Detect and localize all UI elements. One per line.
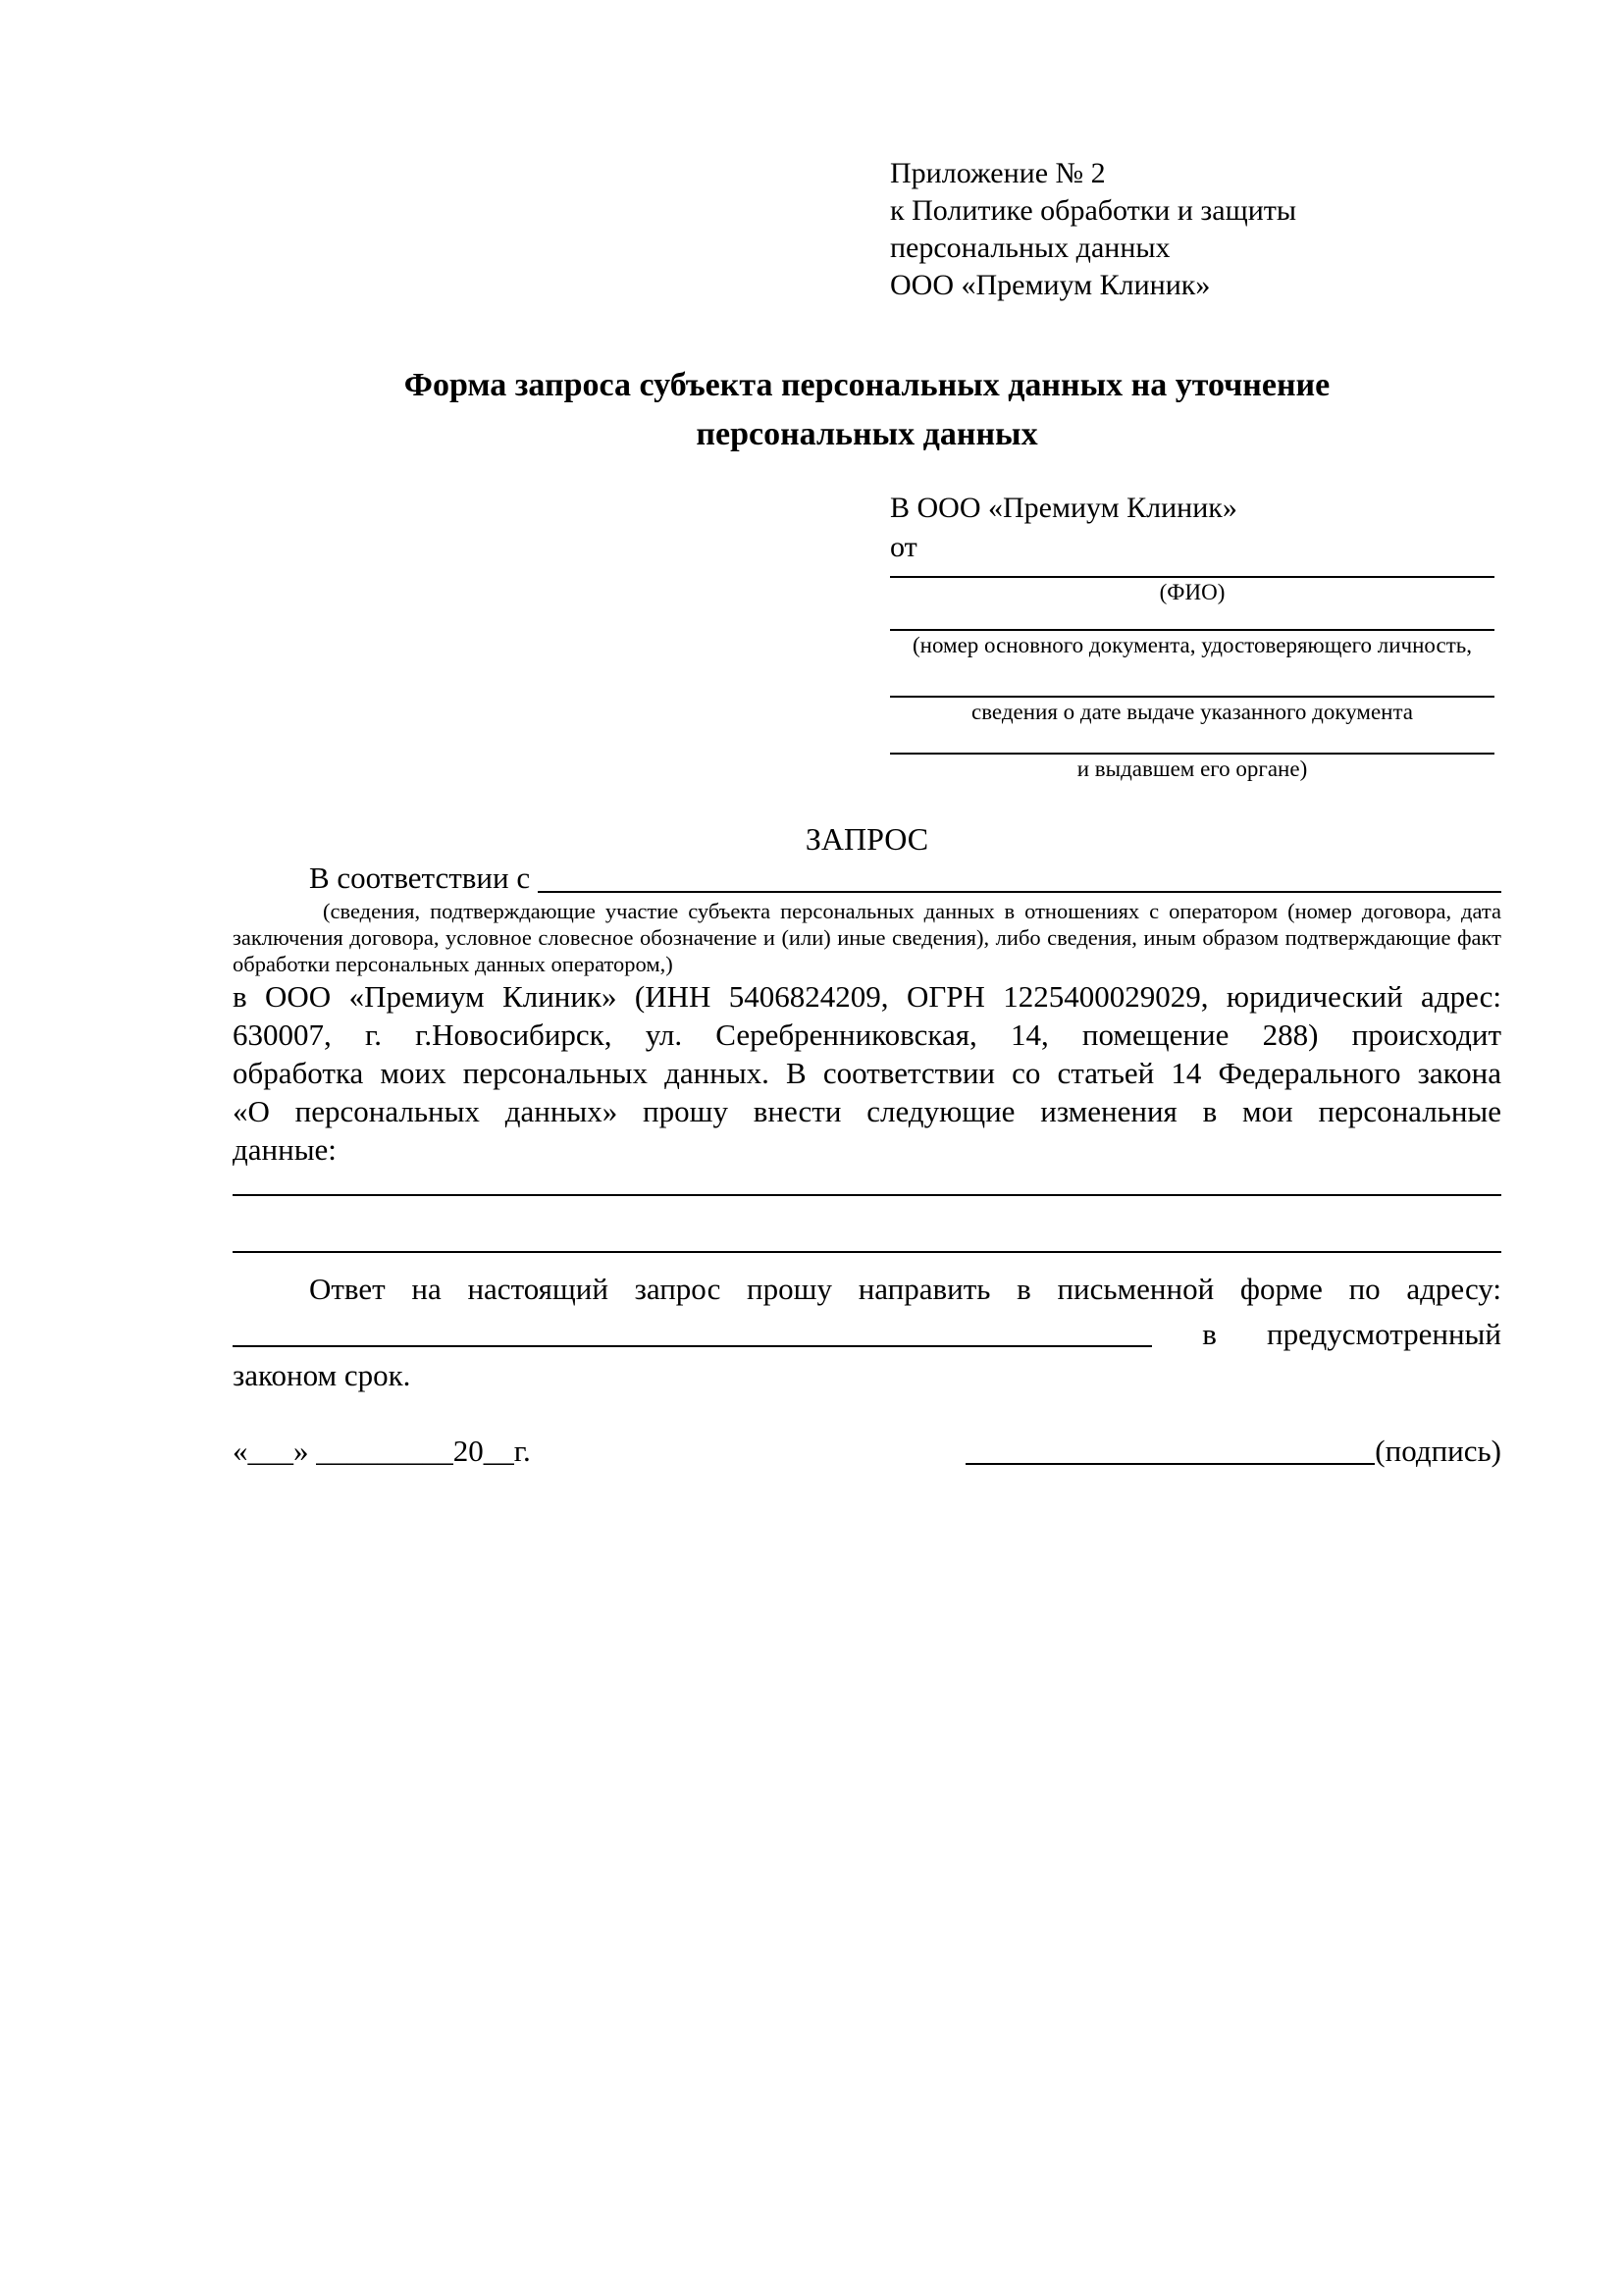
fine-print-line-2: заключения договора, условное словесное обозначение и (или) иные сведения), либо сведения, иным образом подтверждающие факт: [233, 925, 1501, 950]
appendix-block: [890, 155, 1501, 304]
in-accordance-label: В соответствии с: [309, 861, 538, 895]
main-paragraph: [233, 977, 1501, 1169]
request-heading: ЗАПРОС: [805, 821, 929, 857]
document-issue-date-caption: сведения о дате выдаче указанного документа: [970, 700, 1414, 724]
page-title: [233, 361, 1501, 459]
appendix-line-4: ООО «Премиум Клиник»: [890, 269, 1211, 301]
changes-blank-line-1: [233, 1194, 1501, 1196]
addressee-block: [890, 489, 1494, 784]
document-number-caption: (номер основного документа, удостоверяющего личность,: [912, 633, 1472, 657]
signature-blank-line: [966, 1463, 1375, 1465]
main-paragraph-line-1: в ООО «Премиум Клиник» (ИНН 5406824209, ОГРН 1225400029029, юридический адрес:: [233, 979, 1501, 1014]
in-accordance-blank-line: [538, 891, 1501, 893]
fio-caption: (ФИО): [1159, 580, 1226, 604]
fio-blank-line: [890, 567, 1494, 578]
fine-print-line-1: (сведения, подтверждающие участие субъекта персональных данных в отношениях с оператором (номер договора, дата: [323, 899, 1501, 923]
reply-line-2: [233, 1316, 1501, 1353]
reply-address-blank-line: [233, 1345, 1152, 1347]
changes-blank-line-2: [233, 1251, 1501, 1253]
signature-row: [233, 1432, 1501, 1471]
main-paragraph-line-2: 630007, г. г.Новосибирск, ул. Серебренниковская, 14, помещение 288) происходит: [233, 1018, 1501, 1052]
page-title-line-1: Форма запроса субъекта персональных данных на уточнение: [403, 367, 1331, 403]
appendix-line-3: персональных данных: [890, 232, 1171, 264]
document-content: [233, 155, 1501, 1471]
fine-print-block: [233, 898, 1501, 977]
date-field: «___» _________20__г.: [233, 1434, 531, 1468]
appendix-line-1: Приложение № 2: [890, 157, 1106, 189]
signature-caption: (подпись): [1375, 1434, 1501, 1468]
page-title-line-2: персональных данных: [696, 416, 1038, 452]
reply-line-1: Ответ на настоящий запрос прошу направить в письменной форме по адресу:: [309, 1272, 1501, 1306]
main-paragraph-line-4: «О персональных данных» прошу внести следующие изменения в мои персональные: [233, 1094, 1501, 1128]
appendix-line-2: к Политике обработки и защиты: [890, 194, 1297, 227]
reply-word-1: в: [1202, 1317, 1217, 1351]
main-paragraph-line-5: данные:: [233, 1132, 337, 1167]
document-issuer-caption: и выдавшем его органе): [1076, 757, 1308, 781]
addressee-organization: В ООО «Премиум Клиник»: [890, 492, 1237, 524]
reply-word-2: предусмотренный: [1267, 1317, 1501, 1351]
addressee-from-label: от: [890, 531, 917, 563]
reply-line-3: законом срок.: [233, 1358, 411, 1392]
main-paragraph-line-3: обработка моих персональных данных. В соответствии со статьей 14 Федерального закона: [233, 1056, 1501, 1090]
reply-paragraph: [233, 1271, 1501, 1394]
in-accordance-row: [233, 859, 1501, 898]
fine-print-line-3: обработки персональных данных оператором,): [233, 952, 673, 976]
signature-field: [966, 1432, 1501, 1471]
